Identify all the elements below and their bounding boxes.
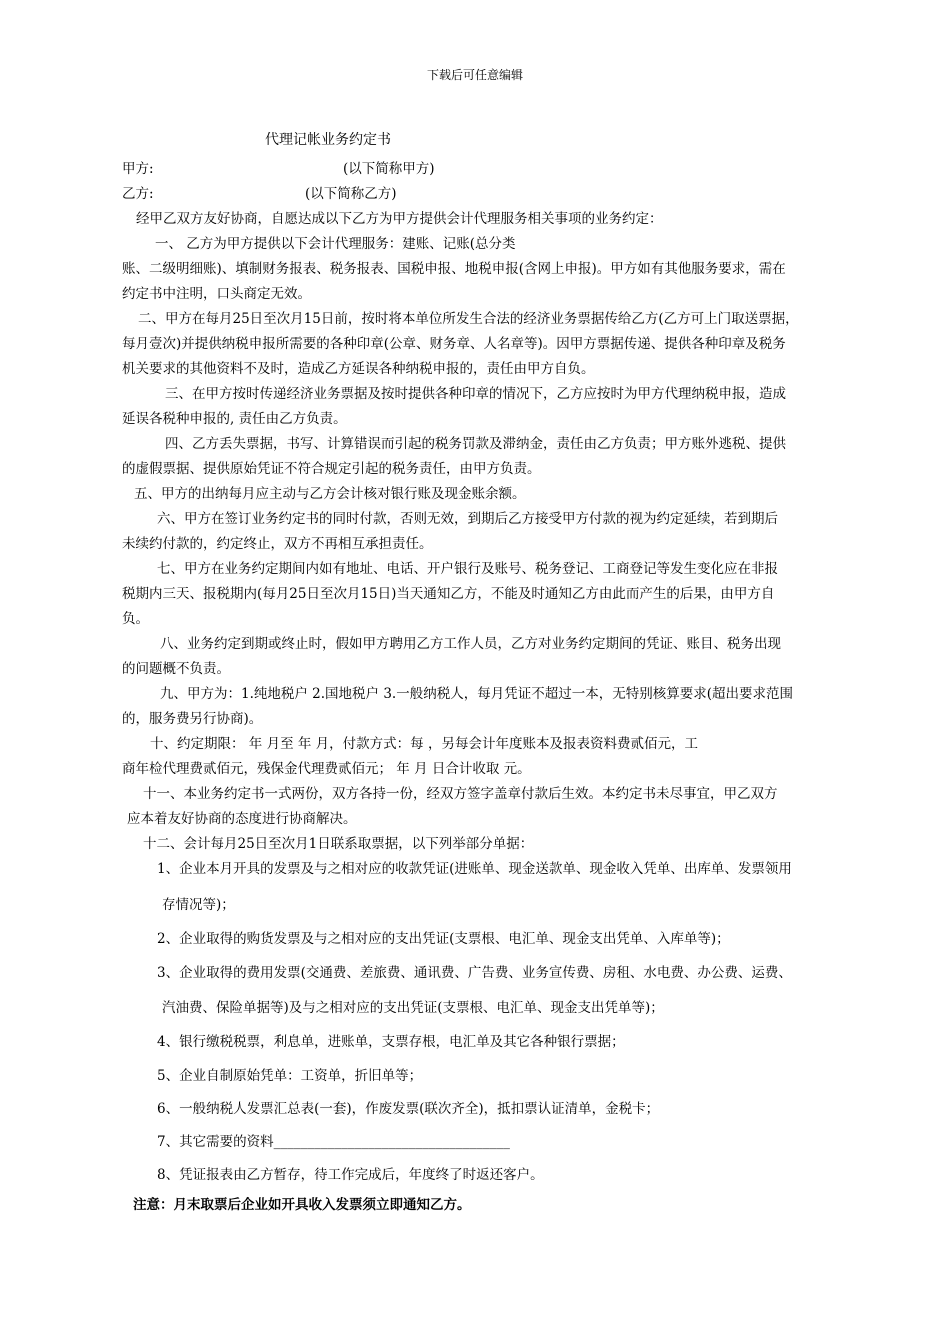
clause-8-line-2: 的问题概不负责。 [122,661,230,677]
clause-10-line-1: 十、约定期限： 年 月至 年 月，付款方式：每 ，另每会计年度账本及报表资料费贰佰元，工 [150,736,698,752]
clause-6-line-2: 未续约付款的，约定终止，双方不再相互承担责任。 [122,536,433,552]
clause-11-line-2: 应本着友好协商的态度进行协商解决。 [127,811,357,827]
page-header: 下载后可任意编辑 [426,68,523,82]
clause-1-line-3: 约定书中注明，口头商定无效。 [122,286,311,302]
clause-2-line-2: 每月壹次)并提供纳税申报所需要的各种印章(公章、财务章、人名章等)。因甲方票据传递、提供各种印章及税务 [122,336,786,352]
clause-2-line-1: 二、甲方在每月25日至次月15日前，按时将本单位所发生合法的经济业务票据传给乙方(乙方可上门取送票据， [138,311,799,327]
item-2-line-1: 2、企业取得的购货发票及与之相对应的支出凭证(支票根、电汇单、现金支出凭单、入库单等)； [157,931,730,947]
party-a-alias: (以下简称甲方) [343,161,435,177]
item-3-line-2: 汽油费、保险单据等)及与之相对应的支出凭证(支票根、电汇单、现金支出凭单等)； [162,1000,664,1016]
item-1-line-1: 1、企业本月开具的发票及与之相对应的收款凭证(进账单、现金送款单、现金收入凭单、出库单、发票领用 [157,861,792,877]
clause-9-line-2: 的，服务费另行协商)。 [122,711,263,727]
item-3-line-1: 3、企业取得的费用发票(交通费、差旅费、通讯费、广告费、业务宣传费、房租、水电费、办公费、运费、 [157,965,792,981]
clause-7-line-2: 税期内三天、报税期内(每月25日至次月15日)当天通知乙方，不能及时通知乙方由此而产生的后果，由甲方自 [122,586,775,602]
clause-8-line-1: 八、业务约定到期或终止时，假如甲方聘用乙方工作人员，乙方对业务约定期间的凭证、账目、税务出现 [160,636,781,652]
clause-10-line-2: 商年检代理费贰佰元，残保金代理费贰佰元； 年 月 日合计收取 元。 [122,761,531,777]
item-6-line-1: 6、一般纳税人发票汇总表(一套)，作废发票(联次齐全)，抵扣票认证清单，金税卡； [157,1101,660,1117]
clause-1-line-2: 账、二级明细账)、填制财务报表、税务报表、国税申报、地税申报(含网上申报)。甲方如有其他服务要求，需在 [122,261,786,277]
document-title: 代理记帐业务约定书 [265,132,391,148]
clause-2-line-3: 机关要求的其他资料不及时，造成乙方延误各种纳税申报的，责任由甲方自负。 [122,361,595,377]
clause-3-line-1: 三、在甲方按时传递经济业务票据及按时提供各种印章的情况下，乙方应按时为甲方代理纳税申报，造成 [165,386,786,402]
item-8-line-1: 8、凭证报表由乙方暂存，待工作完成后，年度终了时返还客户。 [157,1167,544,1183]
clause-9-line-1: 九、甲方为：1.纯地税户 2.国地税户 3.一般纳税人，每月凭证不超过一本，无特别核算要求(超出要求范围 [160,686,793,702]
party-a-label: 甲方: [122,161,154,177]
party-b-label: 乙方: [122,186,154,202]
clause-4-line-2: 的虚假票据、提供原始凭证不符合规定引起的税务责任，由甲方负责。 [122,461,541,477]
clause-11-line-1: 十一、本业务约定书一式两份，双方各持一份，经双方签字盖章付款后生效。本约定书未尽事宜，甲乙双方 [143,786,778,802]
item-4-line-1: 4、银行缴税税票，利息单，进账单，支票存根，电汇单及其它各种银行票据； [157,1034,625,1050]
clause-12-line-1: 十二、会计每月25日至次月1日联系取票据，以下列举部分单据： [143,836,534,852]
intro-text: 经甲乙双方友好协商，自愿达成以下乙方为甲方提供会计代理服务相关事项的业务约定： [136,211,663,227]
clause-7-line-1: 七、甲方在业务约定期间内如有地址、电话、开户银行及账号、税务登记、工商登记等发生变化应在非报 [157,561,778,577]
item-1-line-2: 存情况等)； [162,897,235,913]
clause-5-line-1: 五、甲方的出纳每月应主动与乙方会计核对银行账及现金账余额。 [134,486,526,502]
clause-6-line-1: 六、甲方在签订业务约定书的同时付款，否则无效，到期后乙方接受甲方付款的视为约定延续，若到期后 [157,511,778,527]
party-b-alias: (以下简称乙方) [305,186,397,202]
attention-note: 注意：月末取票后企业如开具收入发票须立即通知乙方。 [133,1197,471,1213]
clause-4-line-1: 四、乙方丢失票据，书写、计算错误而引起的税务罚款及滞纳金，责任由乙方负责；甲方账外逃税、提供 [165,436,786,452]
item-5-line-1: 5、企业自制原始凭单：工资单，折旧单等； [157,1068,423,1084]
clause-1-line-1: 一、 乙方为甲方提供以下会计代理服务：建账、记账(总分类 [155,236,516,252]
clause-7-line-3: 负。 [122,611,149,627]
item-7-line-1: 7、其它需要的资料___________________________________ [157,1134,510,1150]
clause-3-line-2: 延误各税种申报的, 责任由乙方负责。 [122,411,347,427]
